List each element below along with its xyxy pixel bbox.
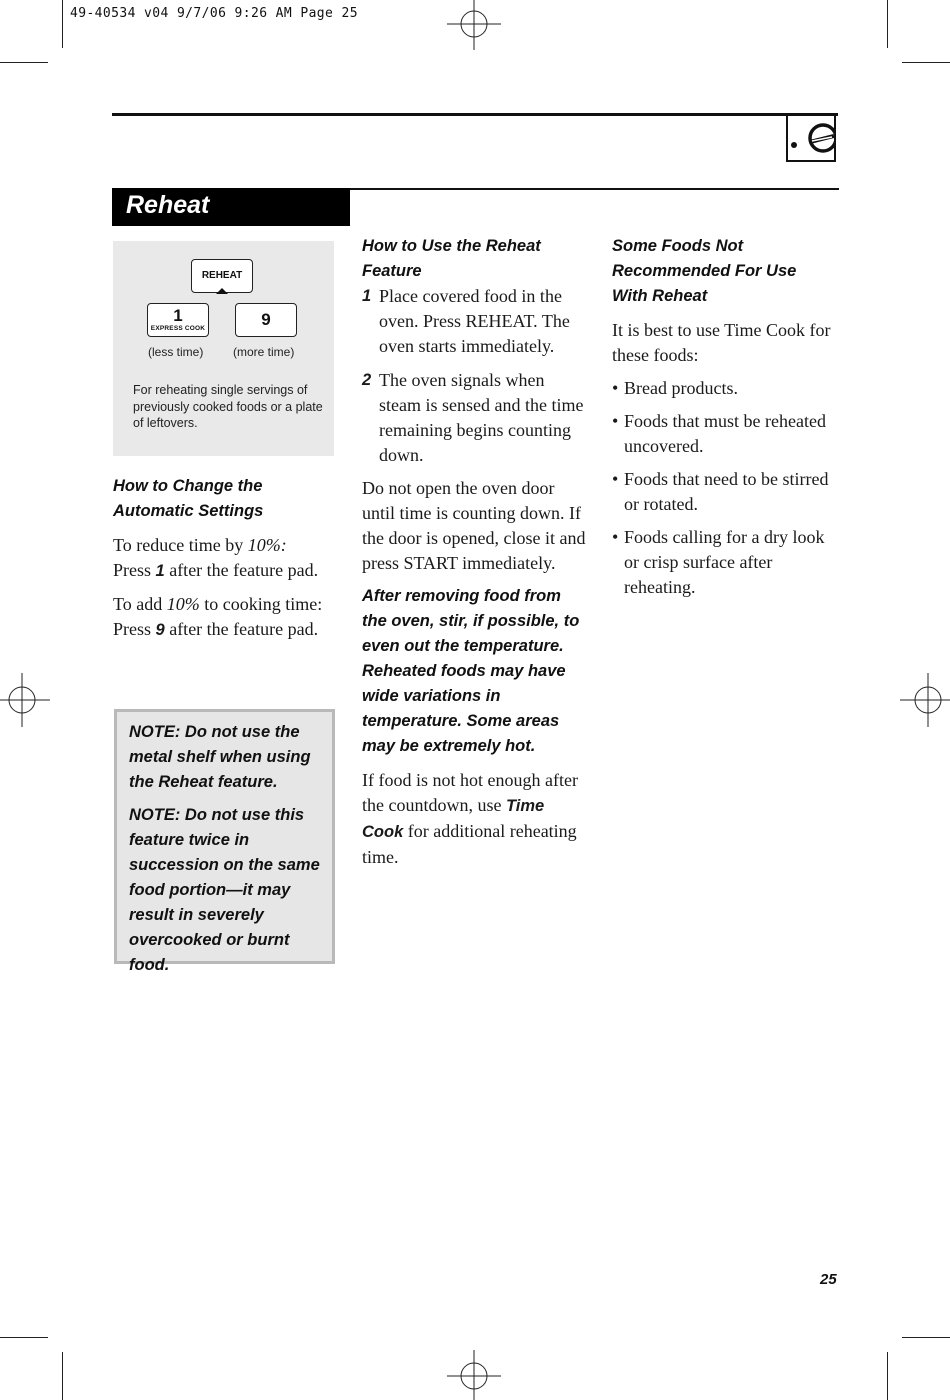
reduce-time-instruction: To reduce time by 10%: Press 1 after the feature pad. — [113, 535, 319, 580]
not-recommended-heading: Some Foods Not Recommended For Use With Reheat — [612, 237, 797, 305]
how-to-use-section — [362, 234, 590, 870]
temperature-warning: After removing food from the oven, stir, if possible, to even out the temperature. Reheated foods may have wide variations in temperature. Some areas may be extremely hot. — [362, 587, 580, 755]
pad-1-number: 1 — [173, 306, 183, 325]
section-tab — [786, 113, 836, 162]
keypad-caption: For reheating single servings of previously cooked foods or a plate of leftovers. — [133, 383, 323, 430]
note-twice-succession: NOTE: Do not use this feature twice in succession on the same food portion—it may result in severely overcooked or burnt food. — [129, 806, 320, 974]
print-slug: 49-40534 v04 9/7/06 9:26 AM Page 25 — [70, 6, 358, 21]
registration-mark-top — [447, 0, 501, 54]
list-item: • Bread products. — [612, 378, 738, 398]
less-time-label: (less time) — [148, 345, 204, 359]
registration-mark-left — [0, 673, 54, 727]
list-item: • Foods that must be reheated uncovered. — [612, 411, 826, 456]
change-settings-heading: How to Change the Automatic Settings — [113, 477, 264, 520]
keypad-illustration — [113, 241, 334, 456]
express-cook-1-pad — [147, 303, 209, 337]
not-recommended-intro: It is best to use Time Cook for these foods: — [612, 320, 831, 365]
step-1-number: 1 — [362, 287, 372, 305]
top-rule — [112, 113, 838, 116]
note-box — [114, 709, 335, 974]
add-time-instruction: To add 10% to cooking time: Press 9 after the feature pad. — [113, 594, 323, 639]
header-rule — [350, 188, 839, 190]
step-1 — [362, 284, 590, 359]
section-title: Reheat — [126, 191, 210, 219]
step-2 — [362, 368, 590, 468]
not-recommended-section — [612, 234, 838, 600]
step-2-number: 2 — [362, 371, 372, 389]
pad-9: 9 — [235, 303, 297, 337]
pointer-arrow-icon — [216, 288, 228, 294]
section-header-bar — [112, 188, 350, 226]
followup-instruction: If food is not hot enough after the countdown, use Time Cook for additional reheating time. — [362, 770, 578, 867]
microwave-feature-icon — [788, 116, 834, 160]
change-settings-section — [113, 474, 333, 643]
pad-1-label: EXPRESS COOK — [150, 325, 206, 332]
list-item: • Foods calling for a dry look or crisp surface after reheating. — [612, 527, 825, 597]
how-to-use-heading: How to Use the Reheat Feature — [362, 237, 541, 280]
page-number: 25 — [820, 1271, 837, 1288]
more-time-label: (more time) — [233, 345, 295, 359]
list-item: • Foods that need to be stirred or rotated. — [612, 469, 829, 514]
step-2-text: The oven signals when steam is sensed and the time remaining begins counting down. — [379, 370, 584, 465]
registration-mark-bottom — [447, 1346, 501, 1400]
step-1-text: Place covered food in the oven. Press REHEAT. The oven starts immediately. — [379, 286, 570, 356]
registration-mark-right — [896, 673, 950, 727]
reheat-pad: REHEAT — [191, 259, 253, 293]
door-instruction: Do not open the oven door until time is counting down. If the door is opened, close it and press START immediately. — [362, 478, 586, 573]
note-metal-shelf: NOTE: Do not use the metal shelf when using the Reheat feature. — [129, 723, 311, 791]
